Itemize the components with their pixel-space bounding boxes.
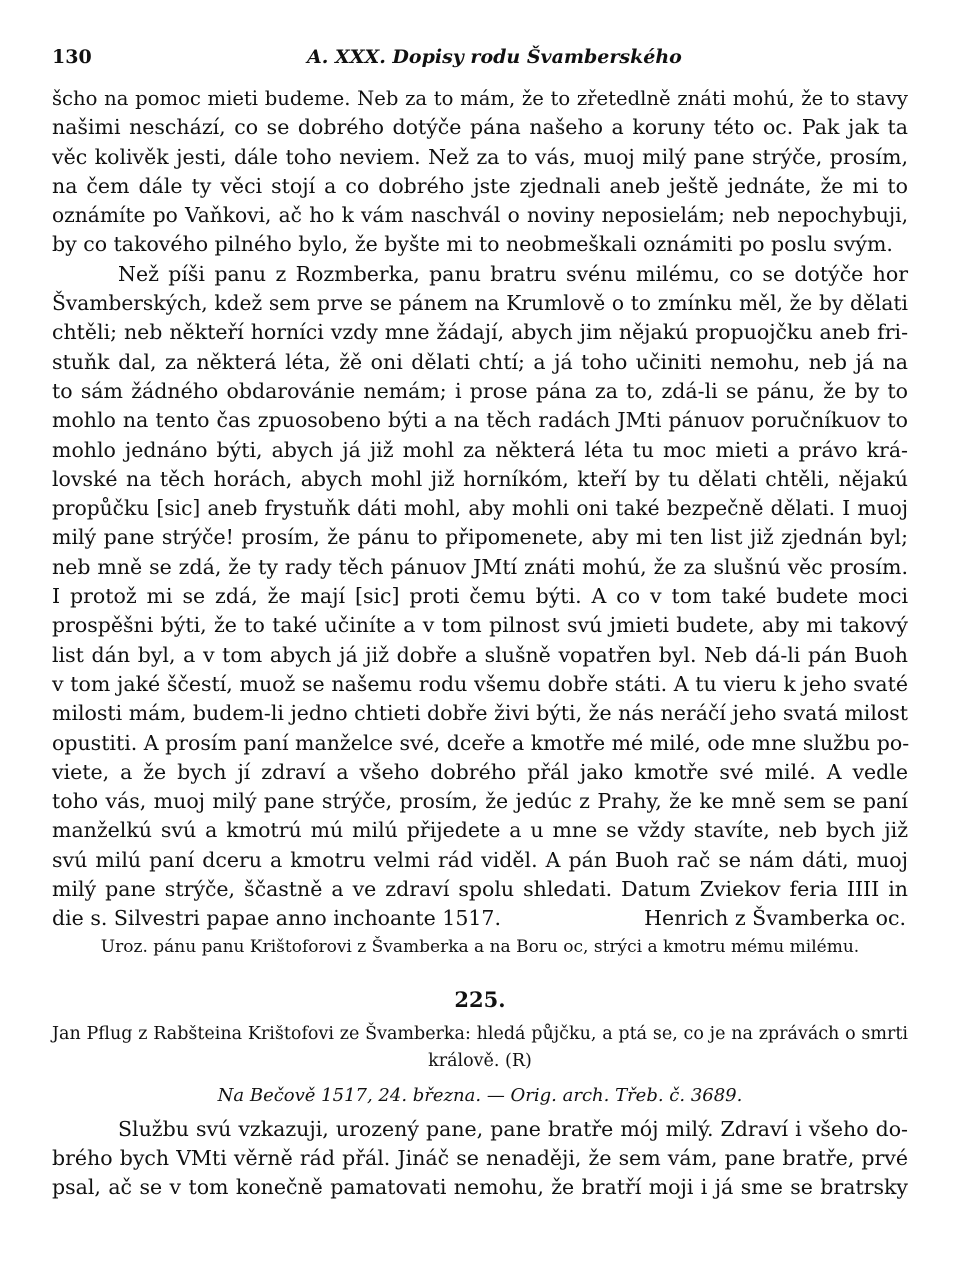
text-line: propůčku [sic] aneb frystuňk dáti mohl, aby mohli oni také bezpečně dělati. I muoj <box>52 496 908 521</box>
text-line: Službu svú vzkazuji, urozený pane, pane bratře mój milý. Zdraví i všeho do- <box>118 1116 908 1141</box>
text-line: mohlo jednáno býti, abych já již mohl za některá léta tu moc mieti a právo krá- <box>52 437 908 462</box>
text-line: psal, ač se v tom konečně pamatovati nemohu, že bratří moji i já sme se bratrsky <box>52 1175 908 1200</box>
text-line: milý pane strýče! prosím, že pánu to připomenete, aby mi ten list již zjednán byl; <box>52 525 908 550</box>
letter-224-body <box>52 84 908 961</box>
text-line: toho vás, muoj milý pane strýče, prosím, že jedúc z Prahy, že ke mně sem se paní <box>52 789 908 814</box>
text-line: milosti mám, budem-li jedno chtieti dobře živi býti, že nás neráčí jeho svatá milost <box>52 701 908 726</box>
page-number: 130 <box>52 46 92 68</box>
text-line: by co takového pilného bylo, že byšte mi to neobmeškali oznámiti po poslu svým. <box>52 232 893 257</box>
text-line: šcho na pomoc mieti budeme. Neb za to mám, že to zřetedlně znáti mohú, že to stavy <box>52 87 908 110</box>
text-line: v tom jaké ščestí, muož se našemu rodu všemu dobře státi. A tu vieru k jeho svaté <box>52 671 908 696</box>
text-line: stuňk dal, za některá léta, žě oni dělati chtí; a já toho učiniti nemohu, neb já na <box>52 349 908 374</box>
summary-line: Jan Pflug z Rabšteina Krištofovi ze Švamberka: hledá půjčku, a ptá se, co je na zprávách o smrti <box>52 1023 908 1044</box>
text-line: na čem dále ty věci stojí a co dobrého jste zjednali aneb ještě jednáte, že mi to <box>52 173 908 198</box>
letter-225-summary <box>52 1021 908 1075</box>
text-line: manželkú svú a kmotrú mú milú přijedete a u mne se vždy stavíte, neb bych již <box>52 818 908 843</box>
text-line: mohlo na tento čas zpuosobeno býti a na těch radách JMti pánuov poručníkuov to <box>52 408 908 433</box>
text-line: to sám žádného obdarovánie nemám; i prose pána za to, zdá-li se pánu, že by to <box>52 378 908 403</box>
text-line: věc kolivěk jesti, dále toho neviem. Než za to vás, muoj milý pane strýče, prosím, <box>52 144 908 169</box>
text-line: Než píši panu z Rozmberka, panu bratru svénu milému, co se dotýče hor <box>118 261 908 286</box>
page-header <box>52 44 908 84</box>
summary-line: králově. (R) <box>428 1050 532 1071</box>
text-line: opustiti. A prosím paní manželce své, dceře a kmotře mé milé, ode mne službu po- <box>52 730 910 755</box>
text-line: našimi neschází, co se dobrého dotýče pána našeho a koruny této oc. Pak jak ta <box>52 115 908 140</box>
letter-address: Uroz. pánu panu Krištoforovi z Švamberka a na Boru oc, strýci a kmotru mému milému. <box>100 936 860 957</box>
text-line: lovské na těch horách, abych mohl již horníkóm, kteří by tu dělati chtěli, nějakú <box>52 466 908 491</box>
text-line: I protož mi se zdá, že mají [sic] proti čemu býti. A co v tom také budete moci <box>52 584 908 609</box>
text-line: neb mně se zdá, že ty rady těch pánuov JMtí znáti mohú, že za slušnú věc prosím. <box>52 554 908 579</box>
document-number: 225. <box>454 986 506 1012</box>
signature: Henrich z Švamberka oc. <box>644 906 906 931</box>
text-line: prospěšni býti, že to také učiníte a v tom pilnost svú jmieti budete, aby mi takový <box>52 613 908 638</box>
text-line: oznámíte po Vaňkovi, ač ho k vám naschvál o noviny neposielám; neb nepochybuji, <box>52 203 908 228</box>
document-page <box>52 44 908 1203</box>
text-line: milý pane strýče, ščastně a ve zdraví spolu shledati. Datum Zviekov feria IIII in <box>52 877 908 902</box>
dating-line: Na Bečově 1517, 24. března. — Orig. arch. Třeb. č. 3689. <box>217 1084 743 1106</box>
closing-line <box>52 904 908 933</box>
text-line: Švamberských, kdež sem prve se pánem na Krumlově o to zmínku měl, že by dělati <box>52 291 908 316</box>
text-line: chtěli; neb někteří horníci vzdy mne žádají, abych jim nějakú propuojčku aneb fri- <box>52 320 908 345</box>
text-line: brého bych VMti věrně rád přál. Jináč se nenaději, že sem vám, pane bratře, prvé <box>52 1145 908 1170</box>
closing-date: die s. Silvestri papae anno inchoante 1517. <box>52 906 501 931</box>
running-title: A. XXX. Dopisy rodu Švamberského <box>307 46 682 68</box>
text-line: list dán byl, a v tom abych já již dobře a slušně vopatřen byl. Neb dá-li pán Buoh <box>52 642 908 667</box>
letter-225-body <box>52 1115 908 1203</box>
text-line: viete, a že bych jí zdraví a všeho dobrého přál jako kmotře své milé. A vedle <box>52 759 908 784</box>
text-line: svú milú paní dceru a kmotru velmi rád viděl. A pán Buoh rač se nám dáti, muoj <box>52 847 908 872</box>
